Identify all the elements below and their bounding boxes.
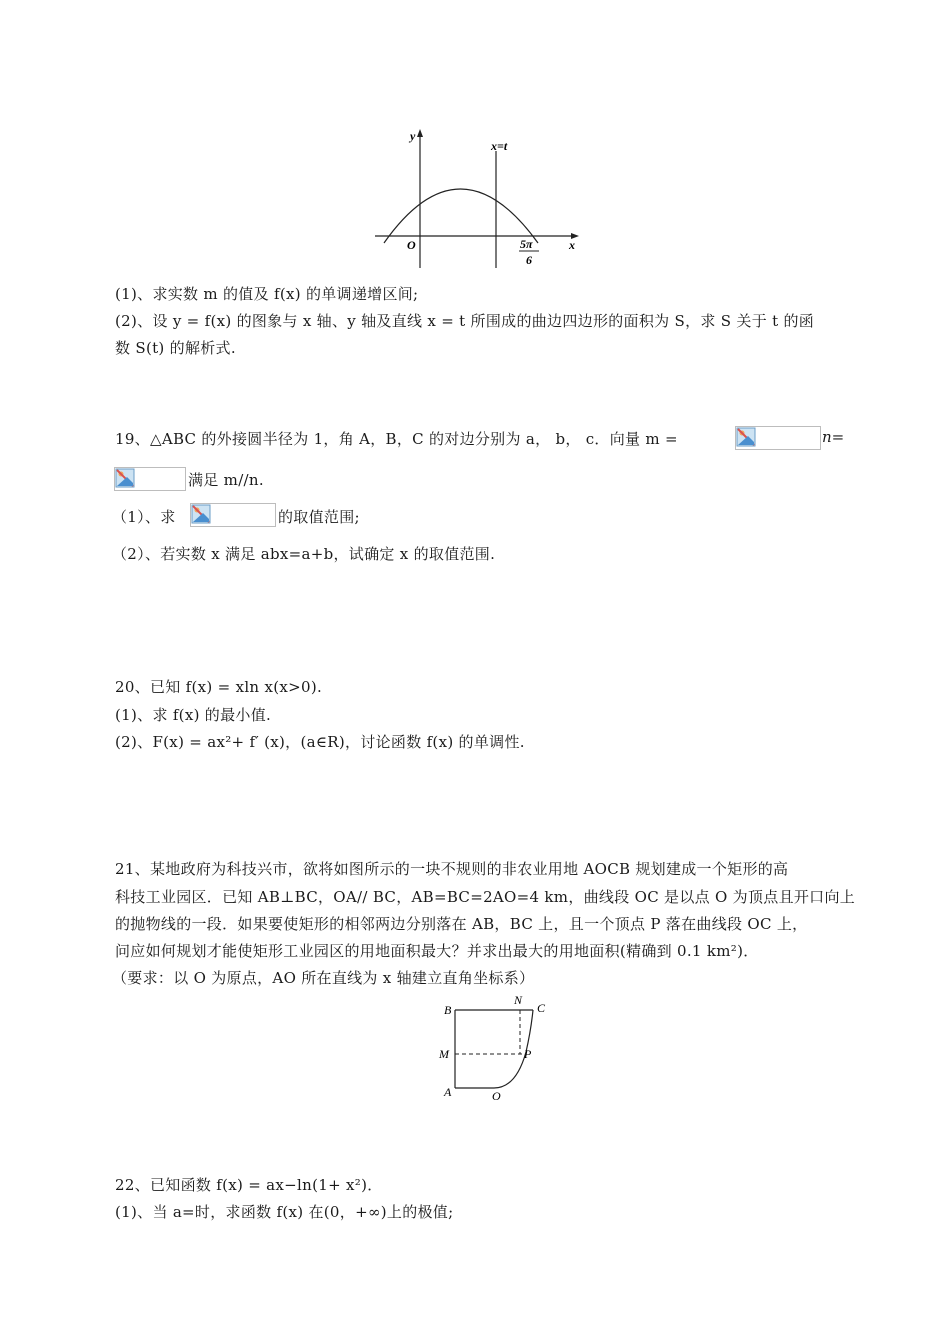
q21-line2: 科技工业园区．已知 AB⊥BC，OA// BC，AB=BC=2AO=4 km，曲线段 OC 是以点 O 为顶点且开口向上 bbox=[115, 888, 856, 906]
figure-land-plot bbox=[436, 990, 556, 1105]
q19-part1-suffix: 的取值范围; bbox=[278, 508, 360, 526]
broken-image-n bbox=[114, 467, 186, 491]
broken-image-m bbox=[735, 426, 821, 450]
q18-part2-line2: 数 S(t) 的解析式. bbox=[115, 339, 236, 357]
y-axis-arrow bbox=[417, 129, 423, 137]
q20-part2: (2)、F(x) = ax²+ f′ (x)，(a∈R)，讨论函数 f(x) 的单调性. bbox=[115, 733, 525, 751]
q22-line1: 22、已知函数 f(x) = ax−ln(1+ x²)． bbox=[115, 1176, 383, 1194]
q19-line1: 19、△ABC 的外接圆半径为 1，角 A，B，C 的对边分别为 a， b， c．向量 m = bbox=[115, 430, 678, 448]
tick-denominator: 6 bbox=[526, 253, 532, 267]
label-P: P bbox=[524, 1047, 532, 1061]
label-A: A bbox=[444, 1085, 452, 1099]
q21-line3: 的抛物线的一段．如果要使矩形的相邻两边分别落在 AB，BC 上，且一个顶点 P 落在曲线段 OC 上， bbox=[115, 915, 808, 933]
label-N: N bbox=[514, 993, 523, 1007]
figure-sine-graph bbox=[370, 125, 585, 270]
q20-part1: (1)、求 f(x) 的最小值. bbox=[115, 706, 272, 724]
origin-label: O bbox=[407, 238, 416, 252]
broken-image-icon bbox=[191, 504, 211, 524]
x-axis-label: x bbox=[569, 238, 575, 252]
broken-image-icon bbox=[115, 468, 135, 488]
q21-line4: 问应如何规划才能使矩形工业园区的用地面积最大？并求出最大的用地面积(精确到 0.1 km²)． bbox=[115, 942, 759, 960]
q21-line1: 21、某地政府为科技兴市，欲将如图所示的一块不规则的非农业用地 AOCB 规划建成一个矩形的高 bbox=[115, 860, 789, 878]
line-label: x=t bbox=[491, 139, 508, 153]
label-C: C bbox=[537, 1001, 546, 1015]
curve bbox=[384, 189, 538, 243]
segment-AO-curve bbox=[455, 1010, 533, 1088]
q19-line2: 满足 m//n. bbox=[188, 471, 264, 489]
q21-line5: （要求：以 O 为原点，AO 所在直线为 x 轴建立直角坐标系） bbox=[112, 969, 535, 987]
q20-line1: 20、已知 f(x) = xln x(x>0). bbox=[115, 678, 323, 696]
label-M: M bbox=[439, 1047, 449, 1061]
q19-part2: （2）、若实数 x 满足 abx=a+b，试确定 x 的取值范围. bbox=[112, 545, 496, 563]
label-B: B bbox=[444, 1003, 452, 1017]
q18-part2-line1: (2)、设 y = f(x) 的图象与 x 轴、y 轴及直线 x = t 所围成的曲边四边形的面积为 S，求 S 关于 t 的函 bbox=[115, 312, 815, 330]
q19-n-label: n= bbox=[822, 428, 845, 446]
tick-numerator: 5π bbox=[520, 237, 533, 251]
q18-part1: (1)、求实数 m 的值及 f(x) 的单调递增区间; bbox=[115, 285, 419, 303]
broken-image-expression bbox=[190, 503, 276, 527]
broken-image-icon bbox=[736, 427, 756, 447]
q19-part1-prefix: （1）、求 bbox=[112, 508, 176, 526]
y-axis-label: y bbox=[410, 129, 416, 143]
label-O: O bbox=[492, 1089, 501, 1103]
q22-part1: (1)、当 a=时，求函数 f(x) 在(0，+∞)上的极值; bbox=[115, 1203, 454, 1221]
